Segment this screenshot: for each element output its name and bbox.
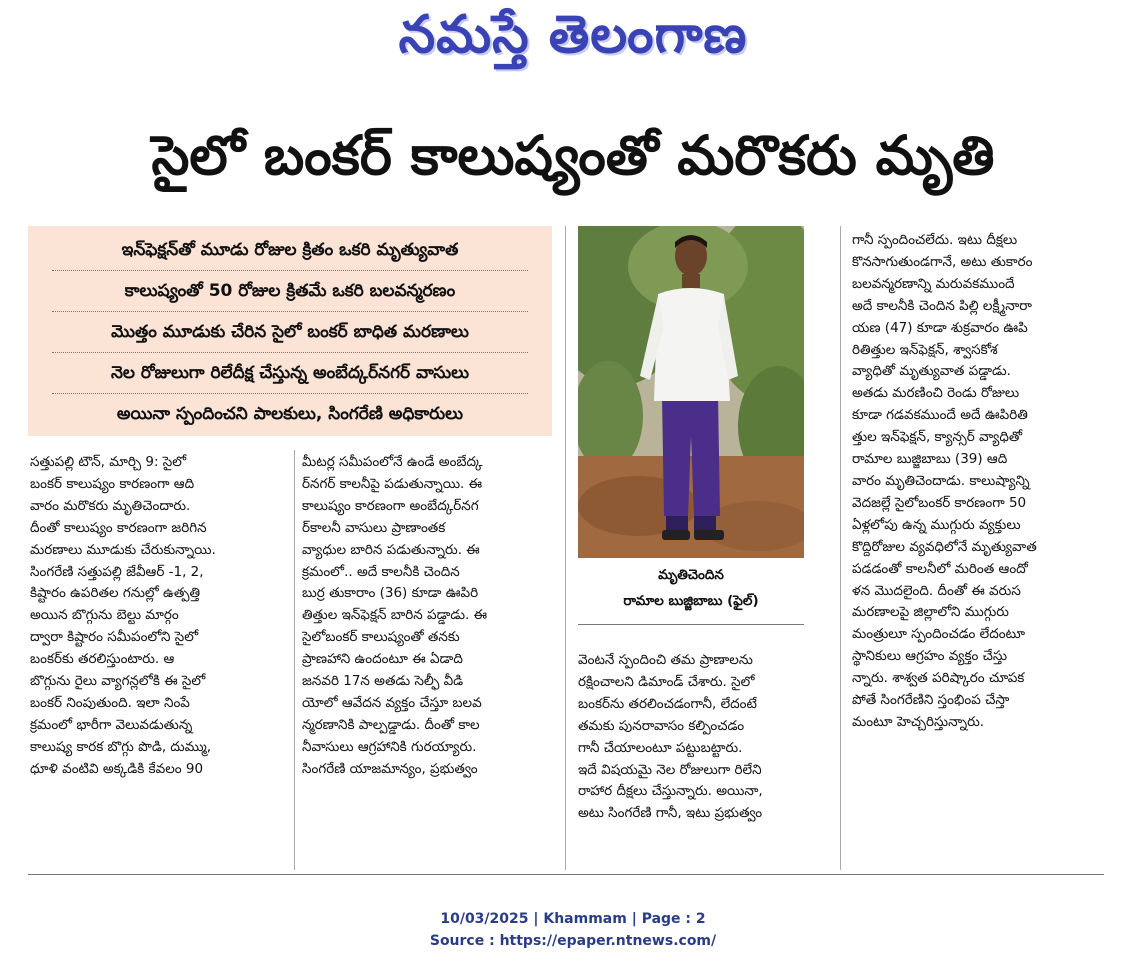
text-line: త్తుల ఇన్‌ఫెక్షన్, క్యాన్సర్ వ్యాధితో [852,429,1023,446]
text-line: మరణాలు మూడుకు చేరుకున్నాయి. [30,541,216,558]
text-line: కిష్టారం ఉపరితల గనుల్లో ఉత్పత్తి [30,585,201,602]
photo-caption [578,562,804,614]
person-photo-illustration [578,226,804,558]
text-line: సత్తుపల్లి టౌన్, మార్చి 9: సైలో [30,454,187,470]
text-line: ర్‌కాలనీ వాసులు ప్రాణాంతక [302,519,446,536]
column-divider [294,450,295,870]
text-line: గానీ స్పందించలేదు. ఇటు దీక్షలు [852,232,1018,248]
text-line: బలవన్మరణాన్ని మరువకముందే [852,275,1015,292]
text-line: పోతే సింగరేణిని స్తంభింప చేస్తా [852,692,1010,709]
text-line: న్మరణానికి పాల్పడ్డాడు. దీంతో కాల [302,716,480,733]
headline [0,118,1146,206]
text-line: బంకర్‌ను తరలించడంగానీ, లేదంటే [578,695,757,712]
column-divider [565,226,566,870]
text-line: ర్‌నగర్ కాలనీపై పడుతున్నాయి. ఈ [302,475,483,492]
footer-date-edition: 10/03/2025 | Khammam | Page : 2 [440,911,706,927]
text-line: రితిత్తుల ఇన్‌ఫెక్షన్, శ్వాసకోశ [852,341,998,358]
text-line: అదే కాలనీకి చెందిన పిల్లి లక్ష్మీనారా [852,297,1032,314]
caption-divider [578,624,804,625]
text-line: సింగరేణి యాజమాన్యం, ప్రభుత్వం [302,760,478,777]
text-line: క్రమంలో భారీగా వెలువడుతున్న [30,716,193,733]
footer-source-link[interactable]: Source : https://epaper.ntnews.com/ [429,933,717,949]
column-divider [840,226,841,870]
text-line: మీటర్ల సమీపంలోనే ఉండే అంబేద్క [302,454,483,470]
caption-line: రామాల బుజ్జిబాబు (ఫైల్) [623,593,759,609]
text-line: ఇదే విషయమై నెల రోజులుగా రిలేని [578,761,762,778]
subhead-line: నెల రోజులుగా రిలేదీక్ష చేస్తున్న అంబేద్కర్‌నగర్ వాసులు [52,353,528,394]
text-line: గానీ చేయాలంటూ పట్టుబట్టారు. [578,739,743,756]
text-line: ద్వారా కిష్టారం సమీపంలోని సైలో [30,629,199,646]
text-line: వెదజల్లే సైలోబంకర్ కారణంగా 50 [852,494,1027,511]
text-line: ధూళి వంటివి అక్కడికి కేవలం 90 [30,760,204,777]
subheads-box [28,226,552,436]
page-footer [0,908,1146,952]
text-line: ఏళ్లలోపు ఉన్న ముగ్గురు వ్యక్తులు [852,516,1021,533]
text-line: స్థానికులు ఆగ్రహం వ్యక్తం చేస్తు [852,648,1008,665]
text-line: తమకు పునరావాసం కల్పించడం [578,717,745,734]
text-line: బంకర్ నింపుతుంది. ఇలా నింపే [30,694,190,711]
caption-line: మృతిచెందిన [658,567,724,583]
text-line: రామాల బుజ్జిబాబు (39) ఆది [852,451,1008,468]
text-line: న్నారు. శాశ్వత పరిష్కారం చూపక [852,670,1025,687]
article-column-2 [302,452,556,781]
headline-text: సైలో బంకర్ కాలుష్యంతో మరొకరు మృతి [151,123,995,187]
text-line: అయిన బొగ్గును బెల్టు మార్గం [30,607,179,624]
text-line: కాలుష్యం కారణంగా అంబేద్కర్‌నగ [302,497,479,514]
text-line: మరణాలపై జిల్లాలోని ముగ్గురు [852,604,1009,621]
footer-divider [28,874,1104,875]
text-line: జనవరి 17న అతడు సెల్ఫీ వీడి [302,673,464,690]
text-line: అటు సింగరేణి గానీ, ఇటు ప్రభుత్వం [578,805,763,822]
person-photo [578,226,804,558]
text-line: కూడా గడవకముందే అదే ఊపిరితి [852,407,1028,424]
text-line: బొగ్గును రైలు వ్యాగన్లలోకి ఈ సైలో [30,673,206,690]
text-line: తిత్తుల ఇన్‌ఫెక్షన్ బారిన పడ్డాడు. ఈ [302,607,488,624]
text-line: వెంటనే స్పందించి తమ ప్రాణాలను [578,652,753,668]
text-line: మంటూ హెచ్చరిస్తున్నారు. [852,713,985,730]
text-line: సింగరేణి సత్తుపల్లి జేవీఆర్ -1, 2, [30,563,204,580]
text-line: దీంతో కాలుష్యం కారణంగా జరిగిన [30,519,207,536]
subhead-line: ఇన్‌ఫెక్షన్‌తో మూడు రోజుల క్రితం ఒకరి మృత్యువాత [52,230,528,271]
newspaper-title: నమస్తే తెలంగాణ [398,4,748,65]
text-line: వారం మృతిచెందాడు. కాలుష్యాన్ని [852,472,1030,489]
text-line: వ్యాధితో మృత్యువాత పడ్డాడు. [852,363,1011,380]
article-column-3 [578,650,830,825]
article-column-4 [852,230,1116,734]
text-line: వ్యాధుల బారిన పడుతున్నారు. ఈ [302,541,480,558]
text-line: బంకర్ కాలుష్యం కారణంగా ఆది [30,475,195,492]
article-column-1 [30,452,282,781]
text-line: రక్షించాలని డిమాండ్ చేశారు. సైలో [578,673,755,690]
text-line: కొద్దిరోజుల వ్యవధిలోనే మృత్యువాత [852,538,1037,555]
text-line: ప్రాణహాని ఉందంటూ ఈ ఏడాది [302,651,463,668]
subhead-line: మొత్తం మూడుకు చేరిన సైలో బంకర్ బాధిత మరణాలు [52,312,528,353]
text-line: యోలో ఆవేదన వ్యక్తం చేస్తూ బలవ [302,694,482,711]
subhead-line: కాలుష్యంతో 50 రోజుల క్రితమే ఒకరి బలవన్మరణం [52,271,528,312]
text-line: మంత్రులూ స్పందించడం లేదంటూ [852,626,1026,643]
text-line: కాలుష్య కారక బొగ్గు పొడి, దుమ్ము, [30,738,212,755]
text-line: పడడంతో కాలనీలో మరింత ఆందో [852,560,1028,577]
text-line: యణ (47) కూడా శుక్రవారం ఊపి [852,319,1028,336]
text-line: నీవాసులు ఆగ్రహానికి గురయ్యారు. [302,738,477,755]
text-line: వారం మరొకరు మృతిచెందారు. [30,497,191,514]
subhead-line: అయినా స్పందించని పాలకులు, సింగరేణి అధికారులు [116,404,464,424]
text-line: ళన మొదలైంది. దీంతో ఈ వరుస [852,582,1021,599]
text-line: బుర్ర తుకారాం (36) కూడా ఊపిరి [302,585,479,602]
text-line: బంకర్‌కు తరలిస్తుంటారు. ఆ [30,651,175,668]
text-line: క్రమంలో.. అదే కాలనీకి చెందిన [302,563,460,580]
text-line: కొనసాగుతుండగానే, అటు తుకారం [852,253,1033,270]
text-line: సైలోబంకర్ కాలుష్యంతో తనకు [302,629,460,646]
masthead [0,2,1146,80]
text-line: రాహార దీక్షలు చేస్తున్నారు. అయినా, [578,783,763,800]
text-line: అతడు మరణించి రెండు రోజులు [852,385,1020,402]
